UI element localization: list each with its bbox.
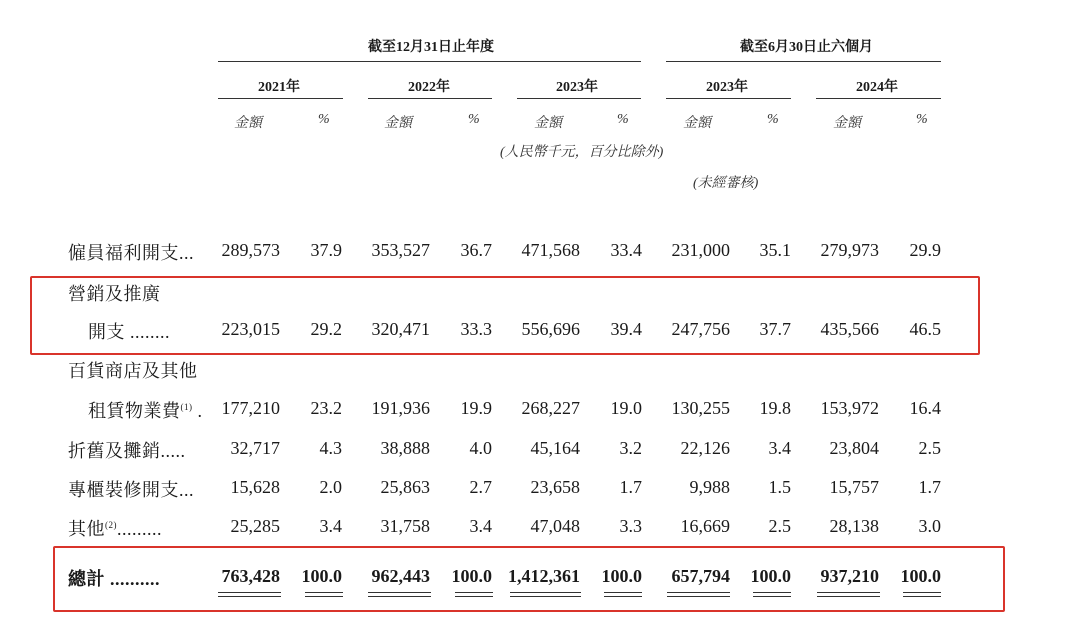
cell-value: 268,227 [521, 398, 580, 418]
cell-pct: 29.9 [909, 240, 941, 260]
amount-header: 金額 [234, 116, 262, 131]
row-label-marketing-cont: 開支 ........ [88, 322, 170, 342]
row-label-department-store: 百貨商店及其他 [68, 361, 198, 381]
pct-header: % [468, 112, 480, 127]
cell-value: 353,527 [371, 240, 430, 260]
cell-pct: 37.7 [759, 319, 791, 339]
cell-value: 23,804 [829, 438, 879, 458]
year-header-2022: 2022年 [408, 80, 450, 95]
pct-header: % [617, 112, 629, 127]
cell-pct: 2.5 [918, 438, 941, 458]
cell-value: 130,255 [671, 398, 730, 418]
cell-pct: 3.2 [619, 438, 642, 458]
total-value: 1,412,361 [508, 566, 580, 586]
unit-note: (人民幣千元，百分比除外) [500, 145, 664, 160]
cell-pct: 1.7 [918, 477, 941, 497]
pct-header: % [916, 112, 928, 127]
cell-pct: 1.5 [768, 477, 791, 497]
cell-value: 47,048 [530, 516, 580, 536]
unaudited-note: (未經審核) [693, 176, 759, 191]
highlight-box-total [53, 546, 1005, 612]
cell-value: 153,972 [820, 398, 879, 418]
total-pct: 100.0 [451, 566, 492, 586]
row-label-counter-decoration: 專櫃裝修開支... [68, 480, 194, 500]
year-header-2021: 2021年 [258, 80, 300, 95]
cell-pct: 37.9 [310, 240, 342, 260]
cell-value: 45,164 [530, 438, 580, 458]
year-header-2023-h1: 2023年 [706, 80, 748, 95]
cell-value: 231,000 [671, 240, 730, 260]
group-header-half-year: 截至6月30日止六個月 [740, 40, 873, 55]
cell-value: 320,471 [371, 319, 430, 339]
amount-header: 金額 [384, 116, 412, 131]
cell-value: 15,757 [829, 477, 879, 497]
total-value: 962,443 [371, 566, 430, 586]
cell-pct: 3.4 [469, 516, 492, 536]
cell-value: 9,988 [689, 477, 730, 497]
cell-pct: 4.3 [319, 438, 342, 458]
cell-pct: 35.1 [759, 240, 791, 260]
year-rule-2022 [368, 98, 492, 99]
cell-value: 38,888 [380, 438, 430, 458]
cell-pct: 16.4 [909, 398, 941, 418]
cell-value: 22,126 [680, 438, 730, 458]
cell-pct: 4.0 [469, 438, 492, 458]
cell-pct: 2.7 [469, 477, 492, 497]
cell-pct: 39.4 [610, 319, 642, 339]
group-rule-annual [218, 61, 641, 62]
cell-pct: 33.4 [610, 240, 642, 260]
year-rule-2023 [517, 98, 641, 99]
highlight-box-marketing [30, 276, 980, 355]
total-pct: 100.0 [900, 566, 941, 586]
cell-pct: 33.3 [460, 319, 492, 339]
cell-value: 25,863 [380, 477, 430, 497]
cell-pct: 2.0 [319, 477, 342, 497]
cell-value: 435,566 [820, 319, 879, 339]
pct-header: % [767, 112, 779, 127]
amount-header: 金額 [833, 116, 861, 131]
cell-value: 32,717 [230, 438, 280, 458]
row-label-employee-benefits: 僱員福利開支... [68, 243, 194, 263]
cell-value: 177,210 [221, 398, 280, 418]
cell-value: 23,658 [530, 477, 580, 497]
cell-value: 15,628 [230, 477, 280, 497]
cell-value: 279,973 [820, 240, 879, 260]
total-value: 657,794 [671, 566, 730, 586]
cell-value: 247,756 [671, 319, 730, 339]
cell-pct: 23.2 [310, 398, 342, 418]
year-header-2024-h1: 2024年 [856, 80, 898, 95]
cell-value: 191,936 [371, 398, 430, 418]
year-rule-2023-h1 [666, 98, 791, 99]
total-value: 937,210 [820, 566, 879, 586]
cell-pct: 3.3 [619, 516, 642, 536]
cell-pct: 19.0 [610, 398, 642, 418]
cell-value: 16,669 [680, 516, 730, 536]
row-label-department-store-cont: 租賃物業費$^{(1)}$ . [88, 401, 203, 421]
cell-pct: 19.9 [460, 398, 492, 418]
cell-pct: 2.5 [768, 516, 791, 536]
cell-pct: 46.5 [909, 319, 941, 339]
row-label-depreciation: 折舊及攤銷..... [68, 441, 186, 461]
cell-pct: 36.7 [460, 240, 492, 260]
pct-header: % [318, 112, 330, 127]
amount-header: 金額 [534, 116, 562, 131]
total-pct: 100.0 [750, 566, 791, 586]
amount-header: 金額 [683, 116, 711, 131]
total-value: 763,428 [221, 566, 280, 586]
cell-pct: 3.4 [319, 516, 342, 536]
year-header-2023: 2023年 [556, 80, 598, 95]
cell-pct: 3.4 [768, 438, 791, 458]
group-header-annual: 截至12月31日止年度 [368, 40, 494, 55]
year-rule-2024-h1 [816, 98, 941, 99]
row-label-others: 其他$^{(2)}$......... [68, 519, 162, 539]
cell-value: 223,015 [221, 319, 280, 339]
cell-pct: 19.8 [759, 398, 791, 418]
cell-pct: 29.2 [310, 319, 342, 339]
cell-pct: 3.0 [918, 516, 941, 536]
cell-value: 25,285 [230, 516, 280, 536]
row-label-marketing: 營銷及推廣 [68, 284, 161, 304]
cell-value: 28,138 [829, 516, 879, 536]
cell-value: 31,758 [380, 516, 430, 536]
row-label-total: 總計 .......... [68, 569, 160, 589]
total-pct: 100.0 [301, 566, 342, 586]
cell-value: 556,696 [521, 319, 580, 339]
cell-value: 471,568 [521, 240, 580, 260]
cell-pct: 1.7 [619, 477, 642, 497]
total-pct: 100.0 [601, 566, 642, 586]
year-rule-2021 [218, 98, 343, 99]
group-rule-half-year [666, 61, 941, 62]
cell-value: 289,573 [221, 240, 280, 260]
